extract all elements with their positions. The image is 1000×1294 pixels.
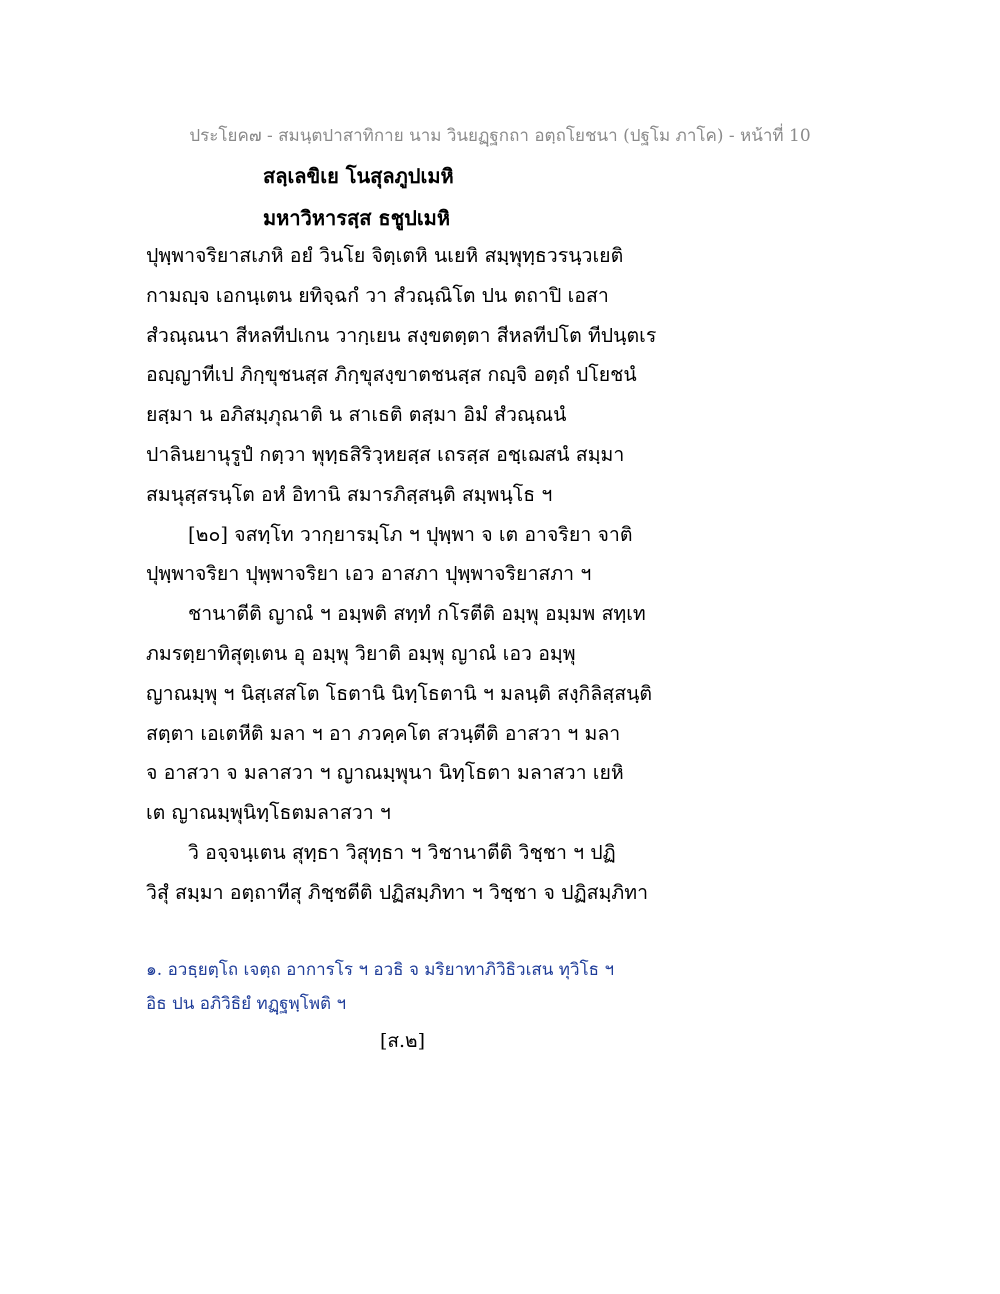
page-reference: [ส.๒] xyxy=(380,1030,425,1052)
verse-heading-1: สลฺเลขิเย โนสุลภูปเมหิ xyxy=(263,164,454,188)
footnote-line: อิธ ปน อภิวิธิยํ ทฏฺฐพฺโพติ ฯ xyxy=(146,994,347,1014)
body-line: ภมรตฺยาทิสุตฺเตน อุ อมฺพุ วิยาติ อมฺพุ ญาณํ เอว อมฺพุ xyxy=(146,641,576,665)
body-text xyxy=(146,236,866,913)
body-line: จ อาสวา จ มลาสวา ฯ ญาณมฺพุนา นิทฺโธตา มลาสวา เยหิ xyxy=(146,761,624,785)
body-line: ชานาตีติ ญาณํ ฯ อมฺพติ สทฺทํ กโรตีติ อมฺพุ อมฺมพ สทฺเท xyxy=(188,602,646,626)
body-line: สมนุสฺสรนฺโต อหํ อิทานิ สมารภิสฺสนฺติ สมฺพนฺโธ ฯ xyxy=(146,482,553,506)
body-line: ปาลินยานุรูปํ กตฺวา พุทฺธสิริวฺหยสฺส เถรสฺส อชฺเฌสนํ สมฺมา xyxy=(146,442,625,466)
body-line: อญฺญาทีเป ภิกฺขุชนสฺส ภิกฺขุสงฺขาตชนสฺส กญฺจิ อตฺถํ ปโยชนํ xyxy=(146,363,637,387)
body-line: วิสุํ สมฺมา อตฺถาทีสุ ภิชฺชตีติ ปฏิสมฺภิทา ฯ วิชฺชา จ ปฏิสมฺภิทา xyxy=(146,880,649,904)
verse-heading-2: มหาวิหารสฺส ธชูปเมหิ xyxy=(263,206,451,230)
body-line: สตฺตา เอเตหีติ มลา ฯ อา ภวคฺคโต สวนฺตีติ อาสวา ฯ มลา xyxy=(146,721,621,745)
footnotes xyxy=(146,953,866,1021)
body-line: ปุพฺพาจริยาสเภหิ อยํ วินโย จิตฺเตหิ นเยหิ สมฺพุทฺธวรนฺวเยติ xyxy=(146,244,624,267)
body-line: เต ญาณมฺพุนิทฺโธตมลาสวา ฯ xyxy=(146,801,391,825)
body-line: วิ อจฺจนฺเตน สุทฺธา วิสุทฺธา ฯ วิชานาตีติ วิชฺชา ฯ ปฏิ xyxy=(188,840,616,864)
body-line: ยสฺมา น อภิสมฺภุณาติ น สาเธติ ตสฺมา อิมํ สํวณฺณนํ xyxy=(146,403,567,427)
body-line: ญาณมฺพุ ฯ นิสฺเสสโต โธตานิ นิทฺโธตานิ ฯ มลนฺติ สงฺกิลิสฺสนฺติ xyxy=(146,681,653,705)
page-header: ประโยค๗ - สมนฺตปาสาทิกาย นาม วินยฏฺฐกถา อตฺถโยชนา (ปฐโม ภาโค) - หน้าที่ 10 xyxy=(189,126,811,146)
body-line: [๒๐] จสทฺโท วากฺยารมฺโภ ฯ ปุพฺพา จ เต อาจริยา จาติ xyxy=(188,522,633,546)
body-line: สํวณฺณนา สีหลทีปเกน วากฺเยน สงฺขตตฺตา สีหลทีปโต ทีปนฺตเร xyxy=(146,323,657,347)
body-line: ปุพฺพาจริยา ปุพฺพาจริยา เอว อาสภา ปุพฺพาจริยาสภา ฯ xyxy=(146,562,592,586)
footnote-line: ๑. อวธฺยตฺโถ เจตฺถ อาการโร ฯ อวธิ จ มริยาทาภิวิธิวเสน ทุวิโธ ฯ xyxy=(146,960,614,980)
body-line: กามญฺจ เอกนฺเตน ยทิจฺฉกํ วา สํวณฺณิโต ปน ตถาปิ เอสา xyxy=(146,283,609,307)
